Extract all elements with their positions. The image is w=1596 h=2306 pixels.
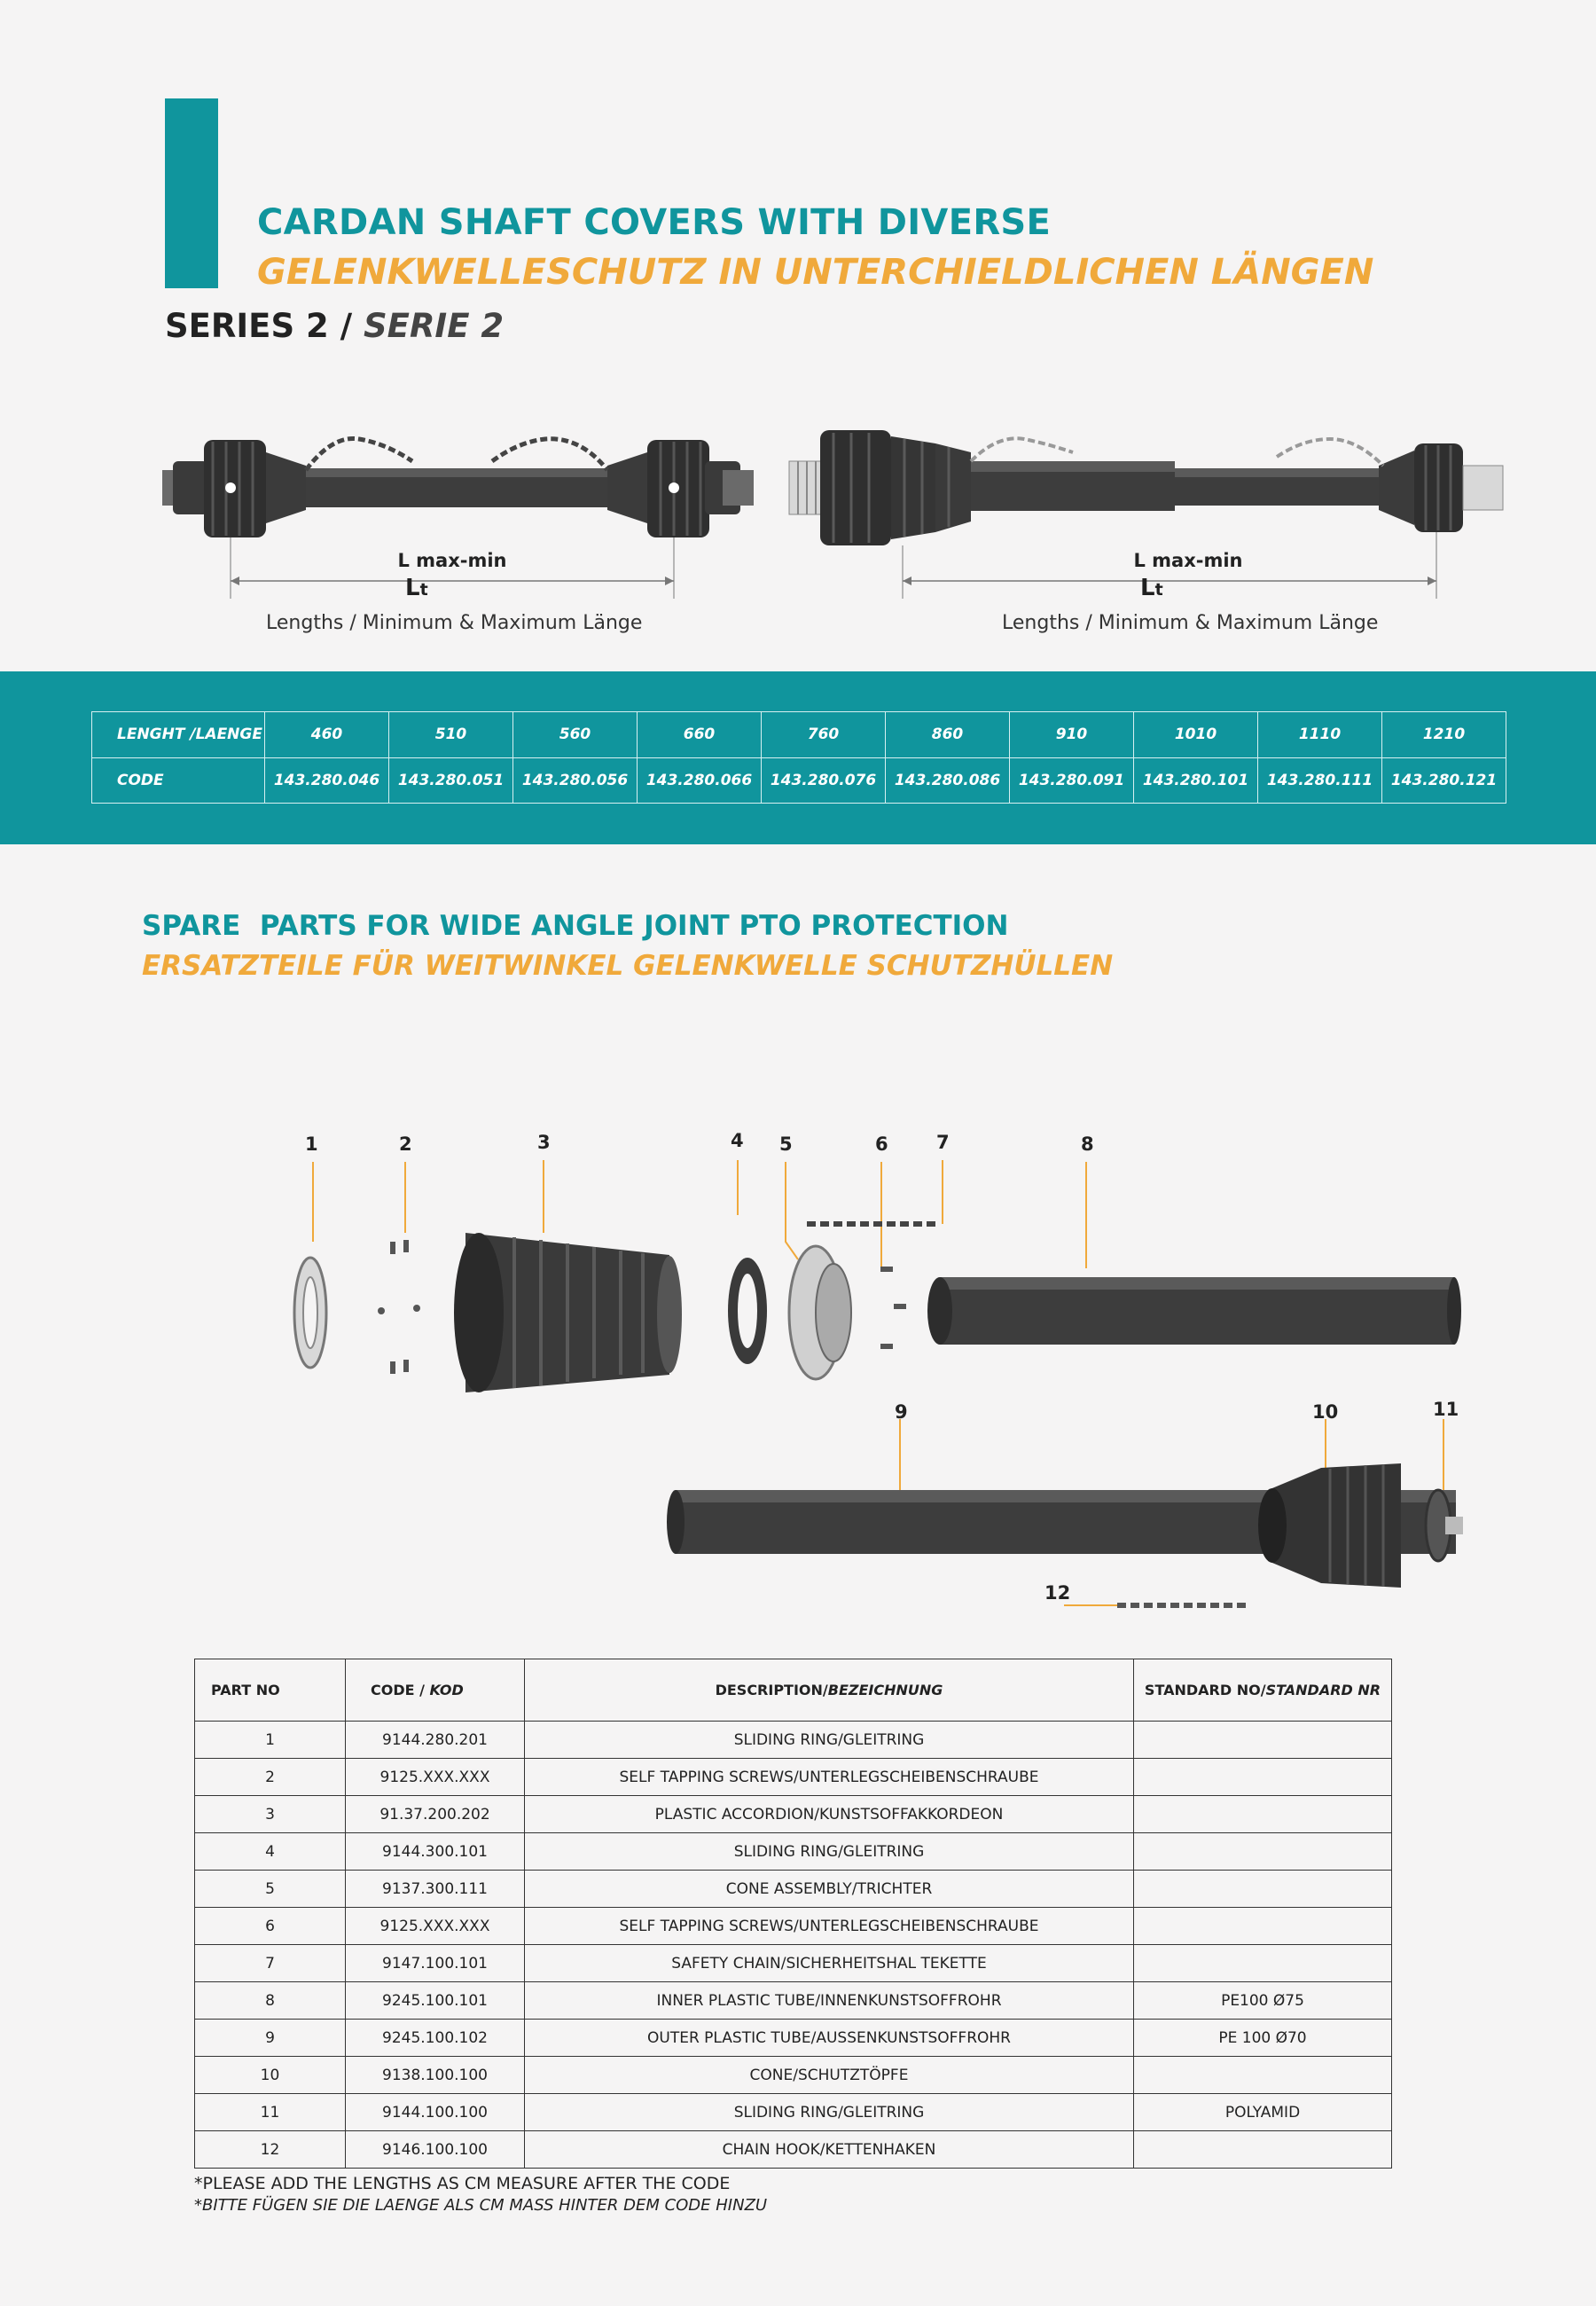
part-standard: POLYAMID — [1134, 2094, 1392, 2131]
part-code: 9137.300.111 — [346, 1871, 525, 1908]
callout-11: 11 — [1433, 1399, 1459, 1420]
series-separator: / — [328, 307, 364, 345]
part-no: 4 — [195, 1833, 346, 1871]
code-cell: 143.280.111 — [1258, 757, 1382, 804]
part-code: 9125.XXX.XXX — [346, 1759, 525, 1796]
table-row — [195, 2020, 1392, 2057]
part-no: 12 — [195, 2131, 346, 2169]
part-no: 6 — [195, 1908, 346, 1945]
length-code-table — [91, 711, 1506, 804]
part-code: 9144.280.201 — [346, 1722, 525, 1759]
part-description: SELF TAPPING SCREWS/UNTERLEGSCHEIBENSCHRAUBE — [525, 1759, 1134, 1796]
part-standard — [1134, 1945, 1392, 1982]
callout-5: 5 — [779, 1133, 793, 1155]
table-row — [195, 1796, 1392, 1833]
code-cell: 143.280.086 — [886, 757, 1010, 804]
part-no: 3 — [195, 1796, 346, 1833]
part-description: PLASTIC ACCORDION/KUNSTSOFFAKKORDEON — [525, 1796, 1134, 1833]
code-cell: 143.280.056 — [513, 757, 638, 804]
callout-7: 7 — [936, 1132, 950, 1153]
table-row — [195, 1908, 1392, 1945]
part-no: 11 — [195, 2094, 346, 2131]
header-code: CODE / KOD — [346, 1659, 525, 1722]
note-de: *BITTE FÜGEN SIE DIE LAENGE ALS CM MASS HINTER DEM CODE HINZU — [194, 2196, 768, 2215]
part-no: 5 — [195, 1871, 346, 1908]
part-description: SLIDING RING/GLEITRING — [525, 2094, 1134, 2131]
table-row — [195, 2131, 1392, 2169]
spare-parts-title-de: ERSATZTEILE FÜR WEITWINKEL GELENKWELLE SCHUTZHÜLLEN — [142, 950, 1114, 982]
part-standard — [1134, 1759, 1392, 1796]
part-standard — [1134, 1908, 1392, 1945]
length-cell: 660 — [638, 712, 762, 758]
part-no: 10 — [195, 2057, 346, 2094]
callout-3: 3 — [537, 1132, 551, 1153]
part-standard — [1134, 2057, 1392, 2094]
part-no: 9 — [195, 2020, 346, 2057]
part-code: 9245.100.101 — [346, 1982, 525, 2020]
part-standard — [1134, 1722, 1392, 1759]
part-code: 9144.100.100 — [346, 2094, 525, 2131]
table-row — [195, 1945, 1392, 1982]
table-row — [195, 2094, 1392, 2131]
shaft-1-length-label: L max-min — [397, 550, 507, 571]
shaft-1-lt-label: Lt — [405, 575, 428, 601]
part-no: 2 — [195, 1759, 346, 1796]
code-cell: 143.280.051 — [389, 757, 513, 804]
length-cell: 560 — [513, 712, 638, 758]
callout-4: 4 — [731, 1130, 744, 1151]
part-standard — [1134, 1871, 1392, 1908]
length-row — [92, 712, 1506, 758]
series-heading — [165, 307, 504, 345]
length-cell: 1210 — [1382, 712, 1506, 758]
code-row-label: CODE — [92, 757, 265, 804]
part-description: SELF TAPPING SCREWS/UNTERLEGSCHEIBENSCHRAUBE — [525, 1908, 1134, 1945]
part-description: SLIDING RING/GLEITRING — [525, 1722, 1134, 1759]
table-row — [195, 1982, 1392, 2020]
code-cell: 143.280.091 — [1010, 757, 1134, 804]
exploded-parts-diagram — [266, 1118, 1507, 1623]
title-en: CARDAN SHAFT COVERS WITH DIVERSE — [257, 202, 1052, 243]
shaft-illustration-1 — [155, 417, 758, 612]
header-part-no: PART NO — [195, 1659, 346, 1722]
part-standard — [1134, 1833, 1392, 1871]
callout-1: 1 — [305, 1133, 318, 1155]
table-row — [195, 1871, 1392, 1908]
shaft-2-caption: Lengths / Minimum & Maximum Länge — [1002, 612, 1379, 634]
series-en: SERIES 2 — [165, 307, 329, 345]
callout-2: 2 — [399, 1133, 412, 1155]
header-standard: STANDARD NO/STANDARD NR — [1134, 1659, 1392, 1722]
header-description: DESCRIPTION/BEZEICHNUNG — [525, 1659, 1134, 1722]
part-description: SLIDING RING/GLEITRING — [525, 1833, 1134, 1871]
length-row-label: LENGHT /LAENGE — [92, 712, 265, 758]
table-row — [195, 2057, 1392, 2094]
part-code: 91.37.200.202 — [346, 1796, 525, 1833]
length-cell: 460 — [265, 712, 389, 758]
callout-6: 6 — [875, 1133, 888, 1155]
part-description: CHAIN HOOK/KETTENHAKEN — [525, 2131, 1134, 2169]
code-cell: 143.280.121 — [1382, 757, 1506, 804]
shaft-2-length-label: L max-min — [1133, 550, 1243, 571]
part-no: 1 — [195, 1722, 346, 1759]
callout-8: 8 — [1081, 1133, 1094, 1155]
part-code: 9146.100.100 — [346, 2131, 525, 2169]
table-row — [195, 1833, 1392, 1871]
callout-10: 10 — [1312, 1401, 1339, 1423]
table-row — [195, 1722, 1392, 1759]
title-de: GELENKWELLESCHUTZ IN UNTERCHIELDLICHEN LÄNGEN — [257, 252, 1374, 293]
part-description: INNER PLASTIC TUBE/INNENKUNSTSOFFROHR — [525, 1982, 1134, 2020]
part-standard: PE100 Ø75 — [1134, 1982, 1392, 2020]
part-description: CONE ASSEMBLY/TRICHTER — [525, 1871, 1134, 1908]
part-code: 9245.100.102 — [346, 2020, 525, 2057]
length-cell: 1110 — [1258, 712, 1382, 758]
part-no: 8 — [195, 1982, 346, 2020]
code-cell: 143.280.046 — [265, 757, 389, 804]
length-cell: 910 — [1010, 712, 1134, 758]
accent-bar — [165, 98, 218, 288]
length-cell: 760 — [762, 712, 886, 758]
code-cell: 143.280.076 — [762, 757, 886, 804]
shaft-1-caption: Lengths / Minimum & Maximum Länge — [266, 612, 643, 634]
code-cell: 143.280.066 — [638, 757, 762, 804]
note-en: *PLEASE ADD THE LENGTHS AS CM MEASURE AFTER THE CODE — [194, 2174, 731, 2193]
part-standard — [1134, 2131, 1392, 2169]
callout-12: 12 — [1044, 1582, 1071, 1604]
part-no: 7 — [195, 1945, 346, 1982]
part-description: OUTER PLASTIC TUBE/AUSSENKUNSTSOFFROHR — [525, 2020, 1134, 2057]
part-code: 9147.100.101 — [346, 1945, 525, 1982]
code-cell: 143.280.101 — [1134, 757, 1258, 804]
part-code: 9138.100.100 — [346, 2057, 525, 2094]
length-cell: 860 — [886, 712, 1010, 758]
part-description: SAFETY CHAIN/SICHERHEITSHAL TEKETTE — [525, 1945, 1134, 1982]
spare-parts-title-en: SPARE PARTS FOR WIDE ANGLE JOINT PTO PROTECTION — [142, 910, 1009, 942]
part-code: 9125.XXX.XXX — [346, 1908, 525, 1945]
part-code: 9144.300.101 — [346, 1833, 525, 1871]
parts-header-row — [195, 1659, 1392, 1722]
callout-9: 9 — [895, 1401, 908, 1423]
part-description: CONE/SCHUTZTÖPFE — [525, 2057, 1134, 2094]
series-de: SERIE 2 — [364, 307, 505, 345]
code-row — [92, 757, 1506, 804]
length-cell: 510 — [389, 712, 513, 758]
shaft-2-lt-label: Lt — [1140, 575, 1163, 601]
part-standard — [1134, 1796, 1392, 1833]
length-cell: 1010 — [1134, 712, 1258, 758]
parts-table — [194, 1659, 1392, 2169]
table-row — [195, 1759, 1392, 1796]
part-standard: PE 100 Ø70 — [1134, 2020, 1392, 2057]
